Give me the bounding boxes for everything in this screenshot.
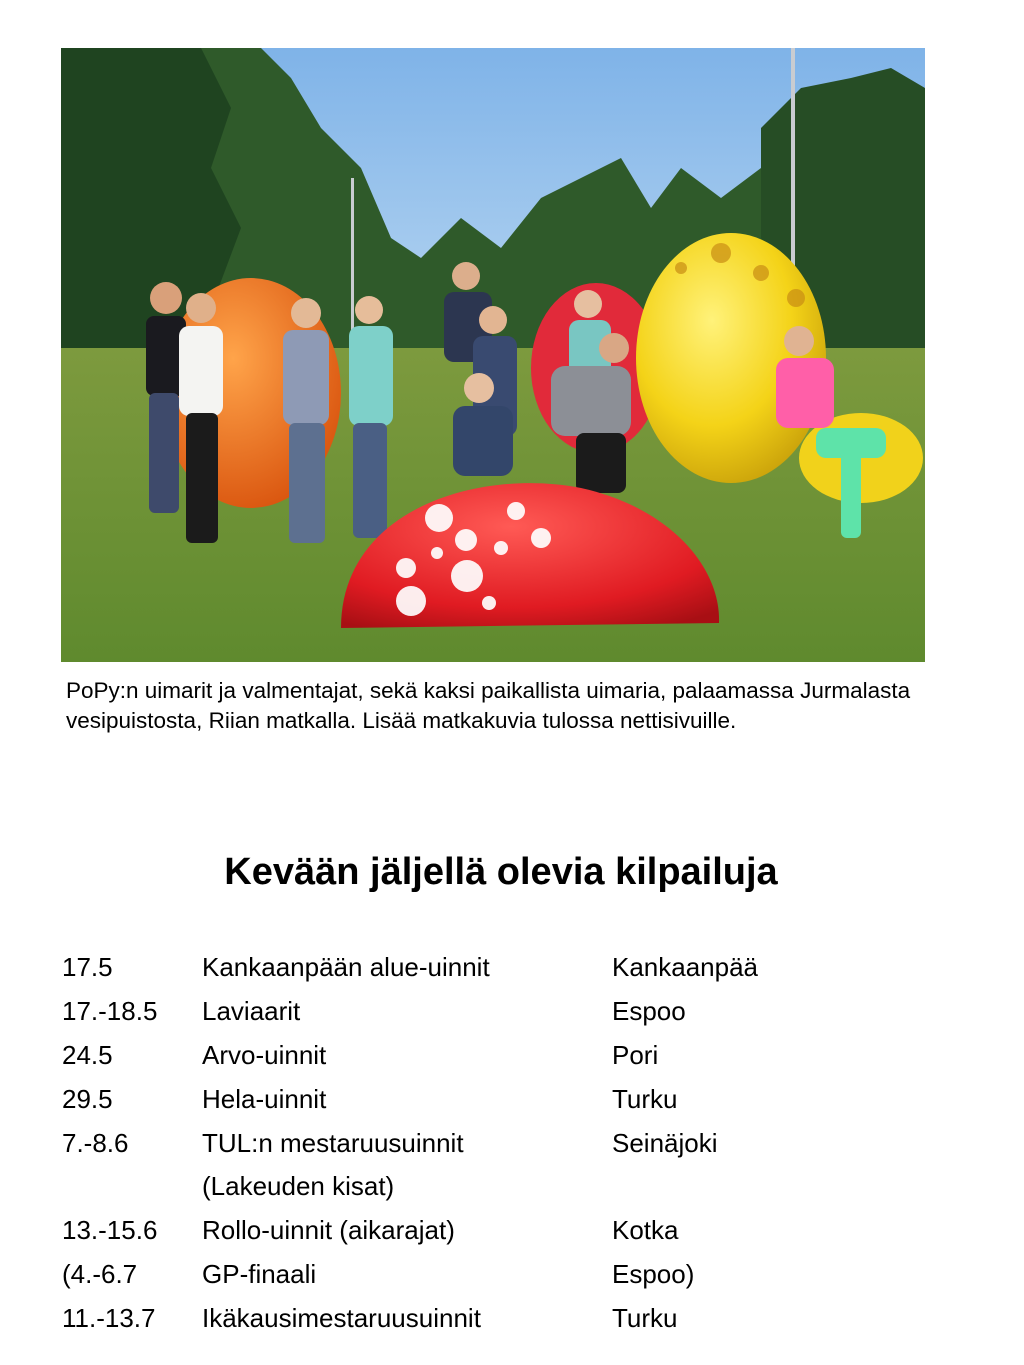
event-date: 29.5	[62, 1083, 113, 1114]
event-date: 11.-13.7	[62, 1302, 156, 1333]
event-place: Pori	[612, 1039, 659, 1070]
event-name: Hela-uinnit	[202, 1083, 327, 1114]
event-place: Espoo	[612, 996, 686, 1027]
event-place: Seinäjoki	[612, 1127, 718, 1158]
event-name: GP-finaali	[202, 1258, 317, 1289]
event-name: Ikäkausimestaruusuinnit	[202, 1302, 481, 1333]
event-place: Kankaanpää	[612, 952, 759, 983]
table-row	[62, 990, 862, 1034]
table-row	[62, 1209, 862, 1253]
table-row	[62, 1121, 862, 1165]
event-date	[62, 1165, 202, 1209]
event-place: Turku	[612, 1302, 678, 1333]
event-date: 24.5	[62, 1039, 113, 1070]
table-row	[62, 1165, 862, 1209]
event-name: TUL:n mestaruusuinnit	[202, 1127, 464, 1158]
section-heading: Kevään jäljellä olevia kilpailuja	[224, 851, 778, 893]
event-name: Rollo-uinnit (aikarajat)	[202, 1215, 455, 1246]
photo-caption: PoPy:n uimarit ja valmentajat, sekä kaksi paikallista uimaria, palaamassa Jurmalasta vesipuistosta, Riian matkalla. Lisää matkakuvia tulossa nettisivuille.	[66, 678, 911, 733]
event-place	[612, 1165, 862, 1209]
event-name: (Lakeuden kisat)	[202, 1171, 395, 1202]
event-place: Turku	[612, 1083, 678, 1114]
event-name: Arvo-uinnit	[202, 1039, 327, 1070]
event-date: 17.-18.5	[62, 996, 158, 1027]
event-date: 13.-15.6	[62, 1215, 158, 1246]
table-row	[62, 946, 862, 990]
event-name: Kankaanpään alue-uinnit	[202, 952, 490, 983]
event-place: Espoo)	[612, 1258, 695, 1289]
event-name: Laviaarit	[202, 996, 301, 1027]
group-photo-easter-eggs-image	[61, 48, 925, 662]
event-place: Kotka	[612, 1215, 679, 1246]
table-row	[62, 1296, 862, 1340]
table-row	[62, 1034, 862, 1078]
event-date: 7.-8.6	[62, 1127, 129, 1158]
event-date: (4.-6.7	[62, 1258, 138, 1289]
group-photo	[61, 48, 925, 662]
competition-table	[62, 946, 862, 1340]
event-date: 17.5	[62, 952, 113, 983]
table-row	[62, 1253, 862, 1297]
table-row	[62, 1077, 862, 1121]
